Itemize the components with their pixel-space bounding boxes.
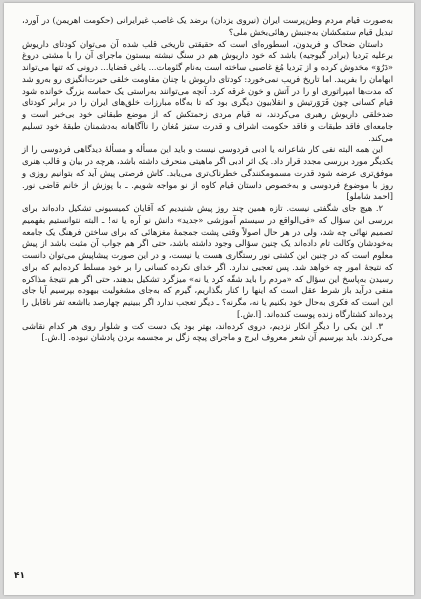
paragraph-2: داستان ضحاک و فریدون، اسطوره‌ای است که حقیقتی تاریخی قلب شده آن می‌توان کودتای داریوش برعلیه بَردیا (برادر گیوجیه) باشد که خود داریوش هم در سنگ نبشته بیستون ماجرای آن را با مشتی دروغ «دَرُوَ» مخدوش کرده و از بَردیا مُغ غاصبی ساخته است به‌نام گئومات... یاغی قضایا... درونی که تنها می‌تواند ابهامان را بفریبد. اما تاریخ فریب نمی‌خورد: کودتای داریوش با چنان مقاومت خلقی حیرت‌انگیزی رو به‌رو شد که مدت‌ها امپراتوری او را در آتش و خون غرقه کرد. آنچه می‌توانند به‌راستی یک حماسه بزرگ خوانده شود قیام کسانی چون فَرَوَرتیش و انقلابیون دیگری بود که تا به‌گاه مبارزات خلق‌های ایران را در برابر کودتای ضدخلقی داریوش رهبری می‌کردند، نه قیام مردی زحمتکش که از موضع طبقاتی خود بی‌خبر است و جامعه‌ای فاقد طبقات و فاقد حکومت اشراف و قدرت ستیز مُغان را ناآگاهانه به‌دشمنان طبقهٔ خود تسلیم می‌کند. [22, 38, 393, 143]
page-body [22, 15, 393, 344]
page-number: ۴۱ [14, 571, 25, 581]
paragraph-3: این همه البته نفی کار شاعرانه یا ادبی فردوسی نیست و باید این مسأله و مسألهٔ دیدگاهی فردوسی را از یکدیگر مورد بررسی مجدد قرار داد. یک اثر ادبی اگر ماهیتی منحرف داشته باشد، هرچه در بیان و قالب هنری موفق‌تری عرضه شود قدرت مسمومکنندگی خطرناک‌تری می‌یابد. کاش فرصتی پیش آید که بتوانیم روزی و روز با موضوع فردوسی و به‌خصوص داستان قیام کاوه از نو مواجه شویم. ـ با پوزش از خانم قاضی نور. [احمد شاملو] [22, 144, 393, 202]
paragraph-1: به‌صورت قیام مردم وطن‌پرست ایران (نیروی یزدان) برضد یک غاصب غیرایرانی (حکومت اهریمن) در آورد، تبدیل قیام ستمکشان به‌جنبش رهائی‌بخش ملی؟ [22, 15, 393, 37]
footnote-3: ۳. این یکی را دیگر انکار نزدیم، دروی کرده‌اند، بهتر بود یک دست کت و شلوار روی هر کدام نقاشی می‌کردند. باید بپرسیم آن شعر معروف ایرج و ماجرای پیچه زگل بر مجسمه بردن پادشان نبوده. [ا.ش.] [22, 320, 393, 343]
footnote-2: ۲. هیچ جای شگفتی نیست. تازه همین چند روز پیش شنیدیم که آقایان کمیسیونی تشکیل داده‌اند برای بررسی این سؤال که «فی‌الواقع در سیستم آموزشی «جدید» دانش نو آره یا نه! ـ البته نتوانستیم بفهمیم تصمیم نهائی چه شد، ولی در هر حال اصولاً وقتی پشت جمجمهٔ مغزهائی که برای ساختن فرهنگ یک جامعه به‌خودشان وکالت تام داده‌اند یک چنین سؤالی وجود داشته باشد، حتی اگر هم جواب آن مثبت باشد از پیش معلوم است که در چنین این کشتی نور رستگاری هست یا نیست، و در این صورت پیشاپیش می‌توان دانست که نتیجهٔ امور چه خواهد شد. پس تعجبی ندارد. اگر خدای نکرده کسانی را بر خود مسلط کرده‌ایم که برای رسیدن به‌پاسخ این سؤال که «مردم را باید شقّه کرد یا نه» میزگرد تشکیل بدهند، حتی اگر هم نتیجهٔ مذاکره منفی درآید باز شرط عقل است که اینها را کنار بگذاریم، گیرم که به‌جای مشغولیت بیهوده بپرسیم آیا جای این است که فکری به‌حال خود بکنیم یا نه، مگرنه؟ ـ دیگر تعجب ندارد اگر ببینیم چهارصد بااشعه تفر ناقابل را پرده‌اند کشتارگاه زنده پوست کنده‌اند. [ا.ش.] [22, 203, 393, 319]
book-page [4, 3, 414, 595]
